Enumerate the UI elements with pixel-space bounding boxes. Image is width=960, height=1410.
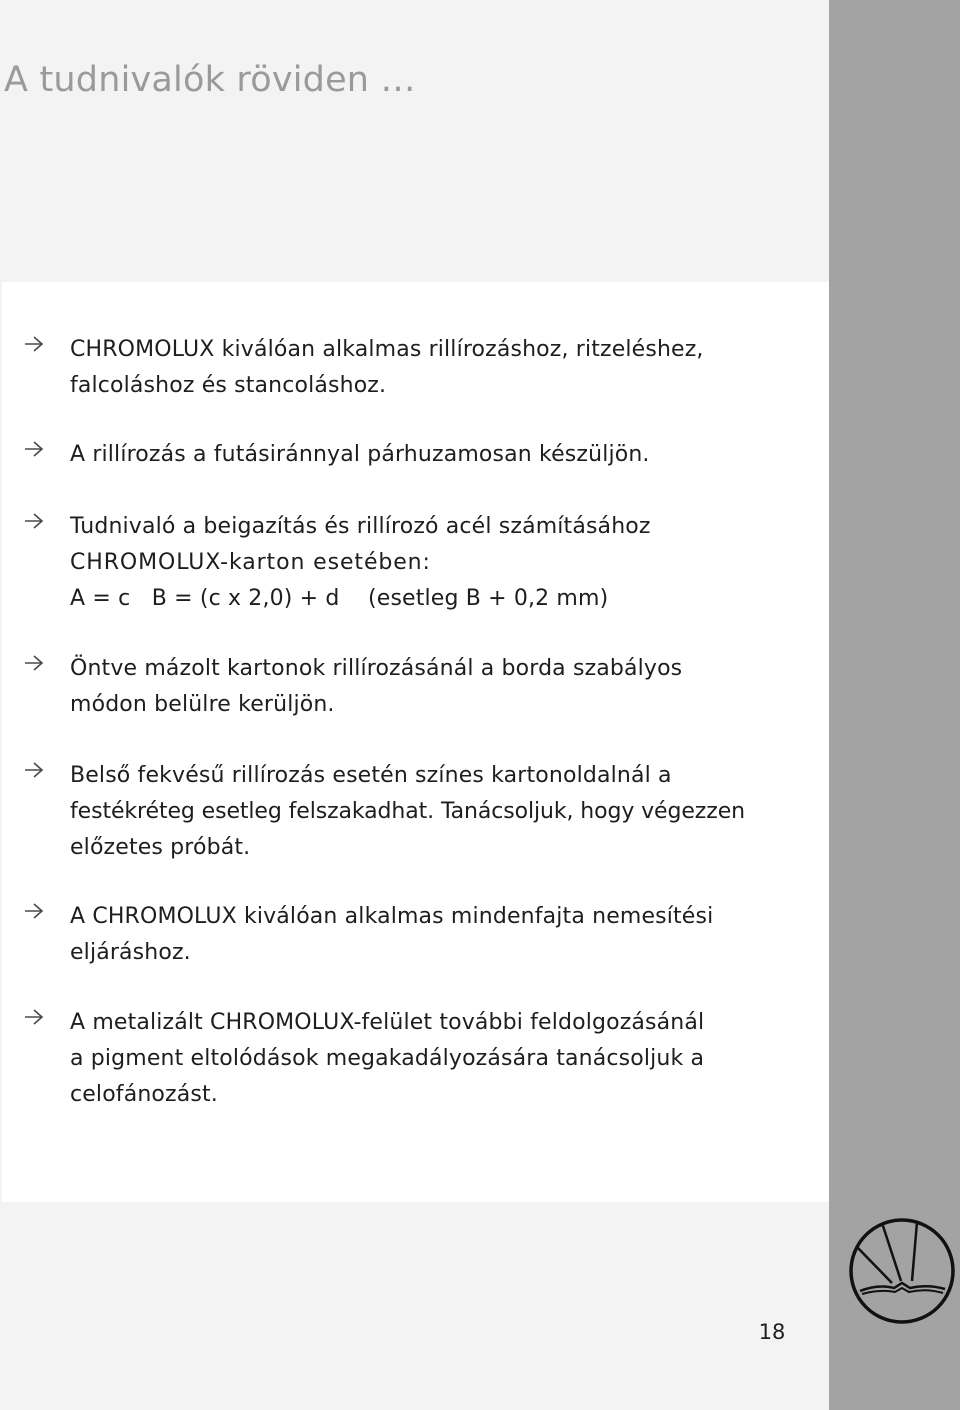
bullet-text bbox=[70, 332, 810, 404]
circle-fan-logo-icon bbox=[848, 1217, 956, 1325]
bullet-line: CHROMOLUX-karton esetében: bbox=[70, 550, 431, 575]
arrow-right-icon bbox=[24, 761, 44, 779]
bullet-line: Tudnivaló a beigazítás és rillírozó acél számításához bbox=[70, 514, 651, 539]
arrow-right-icon bbox=[24, 512, 44, 530]
arrow-right-icon bbox=[24, 440, 44, 458]
bullet-line: festékréteg esetleg felszakadhat. Tanácsoljuk, hogy végezzen bbox=[70, 799, 745, 824]
bullet-line: A = c B = (c x 2,0) + d (esetleg B + 0,2 mm) bbox=[70, 586, 609, 611]
page-number: 18 bbox=[758, 1320, 786, 1344]
bullet-line: Öntve mázolt kartonok rillírozásánál a borda szabályos bbox=[70, 656, 683, 681]
bullet-line: celofánozást. bbox=[70, 1082, 218, 1107]
right-sidebar bbox=[829, 0, 960, 1410]
bullet-line: a pigment eltolódások megakadályozására tanácsoljuk a bbox=[70, 1046, 705, 1071]
bullet-text bbox=[70, 758, 810, 866]
bullet-line: előzetes próbát. bbox=[70, 835, 251, 860]
bullet-text bbox=[70, 1005, 810, 1113]
bullet-line: A metalizált CHROMOLUX-felület további feldolgozásánál bbox=[70, 1010, 705, 1035]
bullet-line: falcoláshoz és stancoláshoz. bbox=[70, 373, 387, 398]
bullet-line: A CHROMOLUX kiválóan alkalmas mindenfajta nemesítési bbox=[70, 904, 714, 929]
content-panel bbox=[2, 282, 829, 1202]
arrow-right-icon bbox=[24, 902, 44, 920]
bullet-line: módon belülre kerüljön. bbox=[70, 692, 335, 717]
bullet-text bbox=[70, 509, 810, 617]
arrow-right-icon bbox=[24, 335, 44, 353]
page-title: A tudnivalók röviden … bbox=[4, 60, 416, 100]
bullet-text bbox=[70, 651, 810, 723]
bullet-line: eljáráshoz. bbox=[70, 940, 191, 965]
bullet-text bbox=[70, 437, 810, 473]
arrow-right-icon bbox=[24, 654, 44, 672]
bullet-text bbox=[70, 899, 810, 971]
arrow-right-icon bbox=[24, 1008, 44, 1026]
bullet-line: A rillírozás a futásiránnyal párhuzamosan készüljön. bbox=[70, 442, 650, 467]
bullet-line: Belső fekvésű rillírozás esetén színes kartonoldalnál a bbox=[70, 763, 672, 788]
bullet-line: CHROMOLUX kiválóan alkalmas rillírozáshoz, ritzeléshez, bbox=[70, 337, 704, 362]
